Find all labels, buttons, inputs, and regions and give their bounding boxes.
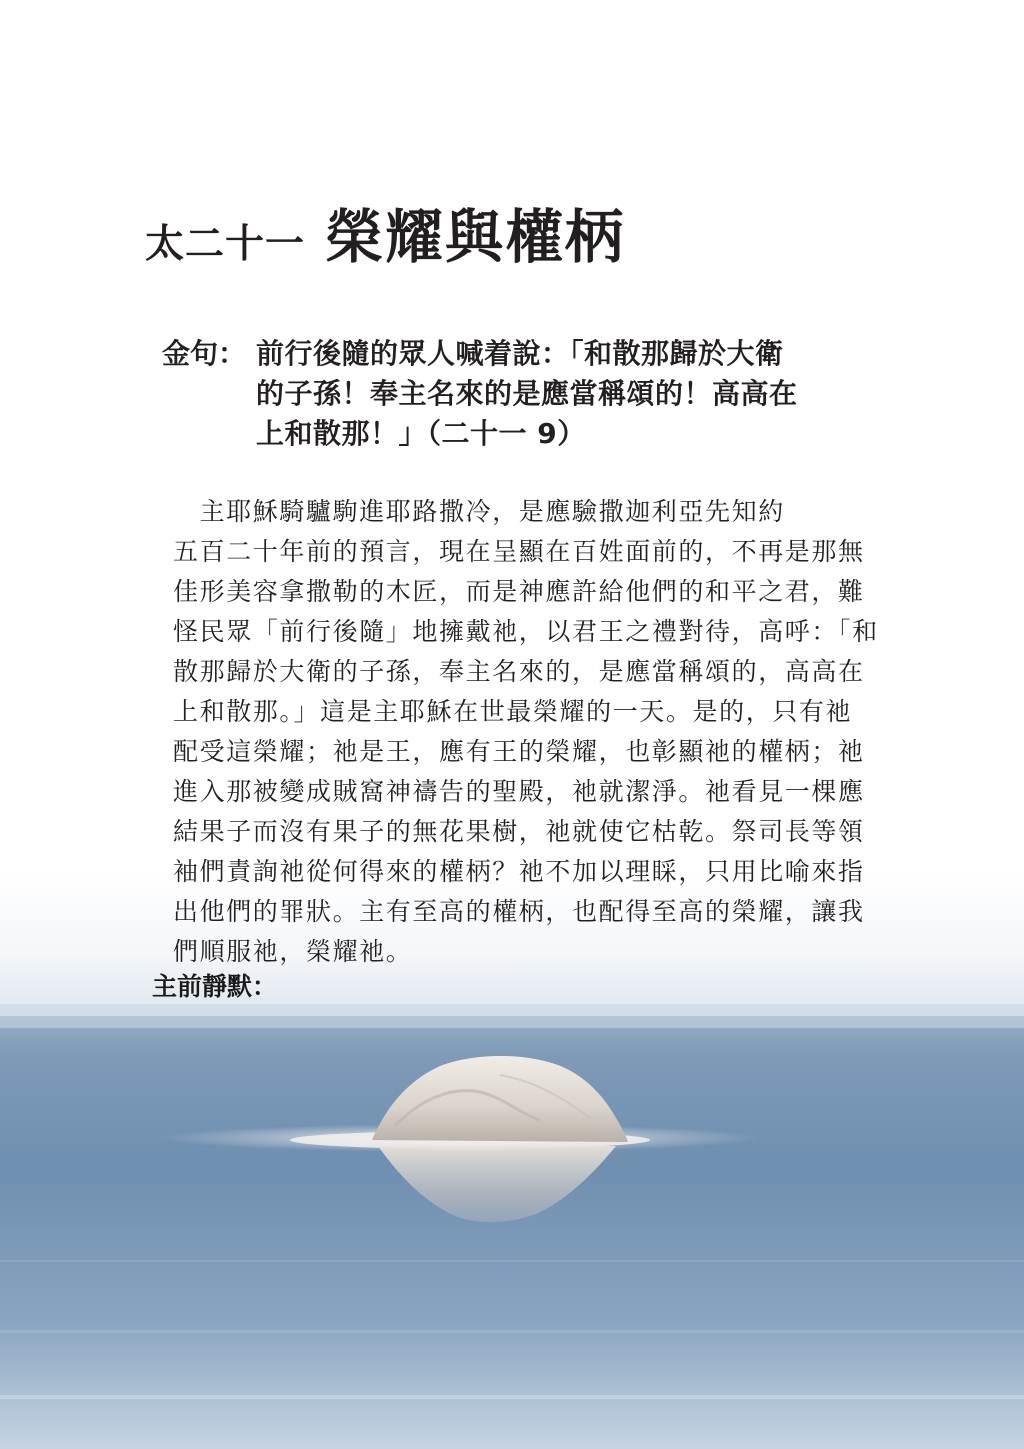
body-line: 出他們的罪狀。主有至高的權柄，也配得至高的榮耀，讓我 (173, 897, 865, 926)
page-title (145, 203, 626, 271)
body-line: 主耶穌騎驢駒進耶路撒冷，是應驗撒迦利亞先知約 (173, 497, 785, 526)
golden-verse-line: 前行後隨的眾人喊着說：「和散那歸於大衛 (256, 337, 784, 370)
body-line: 們順服祂，榮耀祂。 (173, 937, 413, 966)
body-line: 袖們責詢祂從何得來的權柄？祂不加以理睬，只用比喻來指 (173, 857, 865, 886)
body-line: 五百二十年前的預言，現在呈顯在百姓面前的，不再是那無 (173, 537, 865, 566)
golden-verse-line: 的子孫！奉主名來的是應當稱頌的！高高在 (256, 377, 798, 410)
body-line: 怪民眾「前行後隨」地擁戴祂，以君王之禮對待，高呼：「和 (173, 617, 879, 646)
title-heading: 榮耀與權柄 (325, 203, 626, 271)
body-line: 上和散那。」這是主耶穌在世最榮耀的一天。是的，只有祂 (173, 697, 853, 726)
scripture-reference: 太二十一 (145, 221, 306, 267)
body-line: 散那歸於大衛的子孫，奉主名來的，是應當稱頌的，高高在 (173, 657, 865, 686)
golden-verse-line: 上和散那！」（二十一 9） (256, 417, 586, 450)
body-line: 佳形美容拿撒勒的木匠，而是神應許給他們的和平之君，難 (173, 577, 865, 606)
body-line: 進入那被變成賊窩神禱告的聖殿，祂就潔淨。祂看見一棵應 (173, 777, 865, 806)
golden-verse-label: 金句： (162, 337, 247, 370)
body-line: 結果子而沒有果子的無花果樹，祂就使它枯乾。祭司長等領 (173, 817, 865, 846)
body-line: 配受這榮耀；祂是王，應有王的榮耀，也彰顯祂的權柄；祂 (173, 737, 865, 766)
section-heading-silence: 主前靜默： (152, 972, 278, 1001)
